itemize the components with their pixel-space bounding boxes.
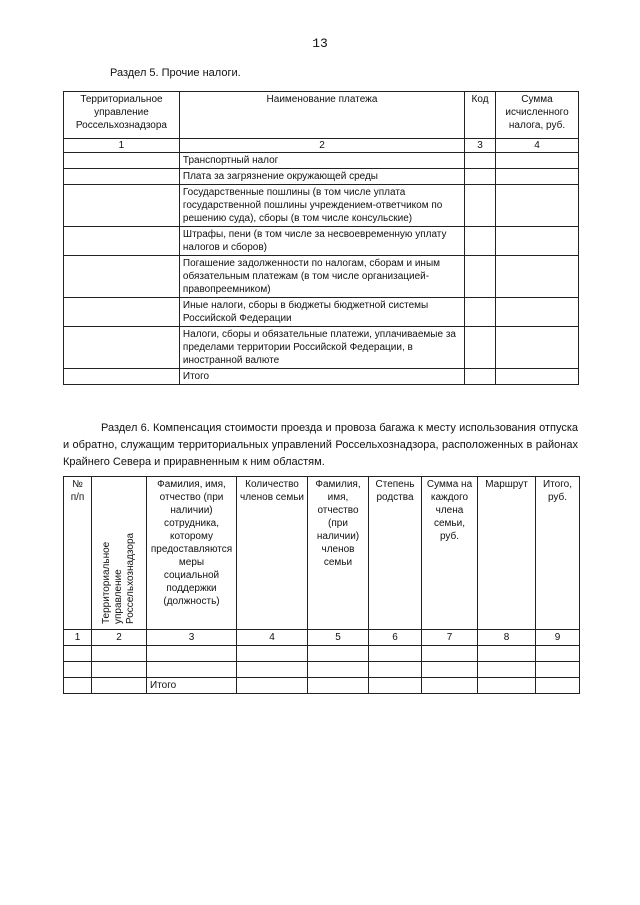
total-row <box>64 678 580 694</box>
payment-name: Иные налоги, сборы в бюджеты бюджетной системы Российской Федерации <box>179 298 464 327</box>
column-number: 4 <box>237 630 308 646</box>
section6-table <box>63 476 580 694</box>
section5-column-numbers <box>64 139 579 153</box>
column-number: 2 <box>92 630 147 646</box>
total-row <box>64 369 579 385</box>
column-number: 5 <box>308 630 369 646</box>
header-route: Маршрут <box>478 477 536 630</box>
header-territorial-office <box>92 477 147 630</box>
header-territorial-office-label: Территориальное управление Россельхознадзора <box>101 532 136 624</box>
payment-name: Налоги, сборы и обязательные платежи, уплачиваемые за пределами территории Российской Федерации, в иностранной валюте <box>179 327 464 369</box>
header-total: Итого, руб. <box>536 477 580 630</box>
section6-column-numbers <box>64 630 580 646</box>
column-number: 1 <box>64 139 180 153</box>
table-row <box>64 298 579 327</box>
header-code: Код <box>465 92 496 139</box>
column-number: 1 <box>64 630 92 646</box>
header-sum-per-member: Сумма на каждого члена семьи, руб. <box>422 477 478 630</box>
header-tax-sum: Сумма исчисленного налога, руб. <box>496 92 579 139</box>
table-row <box>64 169 579 185</box>
section5-table <box>63 91 579 385</box>
header-family-names: Фамилия, имя, отчество (при наличии) членов семьи <box>308 477 369 630</box>
column-number: 7 <box>422 630 478 646</box>
payment-name: Транспортный налог <box>179 153 464 169</box>
column-number: 9 <box>536 630 580 646</box>
table-row <box>64 662 580 678</box>
table-row <box>64 227 579 256</box>
header-row-number: № п/п <box>64 477 92 630</box>
total-label: Итого <box>147 678 237 694</box>
section5-header-row <box>64 92 579 139</box>
total-label: Итого <box>179 369 464 385</box>
column-number: 3 <box>147 630 237 646</box>
table-row <box>64 646 580 662</box>
header-payment-name: Наименование платежа <box>179 92 464 139</box>
payment-name: Погашение задолженности по налогам, сборам и иным обязательным платежам (в том числе организацией-правопреемником) <box>179 256 464 298</box>
payment-name: Штрафы, пени (в том числе за несвоевременную уплату налогов и сборов) <box>179 227 464 256</box>
payment-name: Государственные пошлины (в том числе уплата государственной пошлины учреждением-ответчиком по решению суда), сборы (в том числе консульские) <box>179 185 464 227</box>
column-number: 4 <box>496 139 579 153</box>
column-number: 3 <box>465 139 496 153</box>
page-number: 13 <box>312 36 328 51</box>
header-relationship: Степень родства <box>369 477 422 630</box>
column-number: 2 <box>179 139 464 153</box>
table-row <box>64 153 579 169</box>
header-family-count: Количество членов семьи <box>237 477 308 630</box>
column-number: 6 <box>369 630 422 646</box>
header-employee-name: Фамилия, имя, отчество (при наличии) сотрудника, которому предоставляются меры социальной поддержки (должность) <box>147 477 237 630</box>
table-row <box>64 327 579 369</box>
column-number: 8 <box>478 630 536 646</box>
section6-title: Раздел 6. Компенсация стоимости проезда и провоза багажа к месту использования отпуска и обратно, служащим территориальных управлений Россельхознадзора, расположенных в районах Крайнего Севера и приравненным к ним областям. <box>63 422 578 468</box>
header-territorial-office: Территориальное управление Россельхознадзора <box>64 92 180 139</box>
section5-title: Раздел 5. Прочие налоги. <box>110 67 241 79</box>
table-row <box>64 256 579 298</box>
section6-header-row <box>64 477 580 630</box>
payment-name: Плата за загрязнение окружающей среды <box>179 169 464 185</box>
table-row <box>64 185 579 227</box>
